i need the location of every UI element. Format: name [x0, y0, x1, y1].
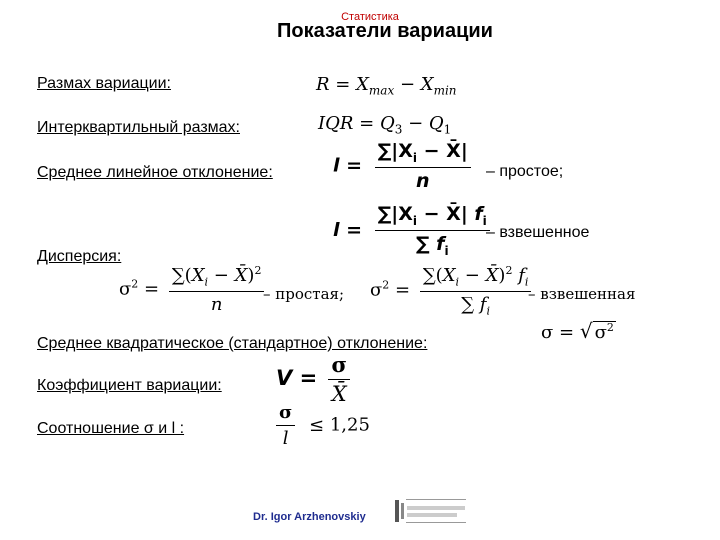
- note-simple-masculine: – простое;: [486, 163, 564, 180]
- label-coef-variation: Коэффициент вариации:: [37, 377, 222, 394]
- formula-mad-weighted: l = $\frac{\sum|X_i - X̄| f_i}{\sum f_i}$: [333, 203, 490, 258]
- label-range: Размах вариации:: [37, 75, 171, 92]
- note-weighted-feminine: – взвешенная: [528, 285, 636, 303]
- formula-iqr: IQR = $Q_3 - Q_1$: [318, 113, 452, 137]
- label-variance: Дисперсия:: [37, 248, 122, 265]
- label-std-deviation: Среднее квадратическое (стандартное) отклонение:: [37, 335, 428, 352]
- note-weighted-masculine: – взвешенное: [486, 224, 590, 241]
- note-simple-feminine: – простая;: [263, 285, 345, 303]
- formula-mad-simple: l = $\frac{\sum|X_i - X̄|}{n}$: [333, 140, 471, 192]
- page-title: Показатели вариации: [277, 20, 493, 42]
- formula-std: σ = √ $\sigma^2$: [541, 319, 614, 343]
- formula-coef-variation: V = $\frac{\sigma}{X̄}$: [276, 352, 350, 406]
- label-iqr: Интерквартильный размах:: [37, 119, 240, 136]
- institution-logo: [395, 497, 467, 525]
- formula-sigma-l-ratio: $\frac{\sigma}{l}$ ≤ 1,25: [276, 402, 370, 449]
- formula-variance-simple: $\sigma^2$ = $\frac{\sum(X_i - X̄)^2}{n}$: [119, 264, 264, 315]
- label-sigma-l-ratio: Соотношение σ и l :: [37, 420, 185, 437]
- footer-author: Dr. Igor Arzhenovskiy: [253, 511, 366, 523]
- formula-variance-weighted: $\sigma^2$ = $\frac{\sum(X_i - X̄)^2 f_i}{\sum f_i}$: [370, 264, 531, 317]
- slide-topic: Статистика: [341, 11, 399, 23]
- formula-range: $R = X_{max} - X_{min}$: [316, 74, 457, 98]
- ratio-value: 1,25: [329, 414, 370, 436]
- label-mean-abs-deviation: Среднее линейное отклонение:: [37, 164, 273, 181]
